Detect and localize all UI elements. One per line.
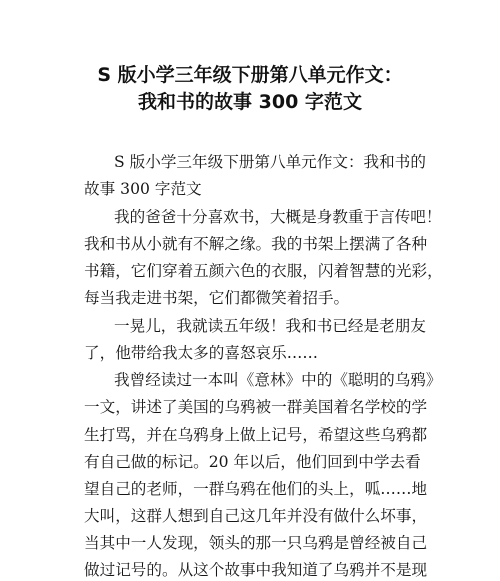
body-text-line: 做过记号的。从这个故事中我知道了乌鸦并不是现: [84, 561, 428, 579]
body-text-line: 一文，讲述了美国的乌鸦被一群美国着名学校的学: [84, 398, 428, 416]
body-text-line: 每当我走进书架，它们都微笑着招手。: [84, 289, 350, 307]
body-text-line: 当其中一人发现，领头的那一只乌鸦是曾经被自己: [84, 534, 428, 552]
body-text-line: 书籍，它们穿着五颜六色的衣服，闪着智慧的光彩，: [84, 262, 443, 280]
body-text-line: 大叫，这群人想到自己这几年并没有做什么坏事，: [84, 507, 428, 525]
body-text-line: 生打骂，并在乌鸦身上做上记号，希望这些乌鸦都: [84, 426, 428, 444]
body-text-line: 一晃儿，我就读五年级！我和书已经是老朋友: [114, 317, 426, 335]
body-text-line: 我的爸爸十分喜欢书，大概是身教重于言传吧！: [114, 208, 442, 226]
body-text-line: 了，他带给我太多的喜怒哀乐……: [84, 344, 318, 362]
body-text-line: 有自己做的标记。20 年以后，他们回到中学去看: [84, 453, 421, 471]
document-title-line-2: 我和书的故事 300 字范文: [138, 91, 362, 113]
document-title-line-1: S 版小学三年级下册第八单元作文：: [97, 64, 403, 86]
body-text-line: 我和书从小就有不解之缘。我的书架上摆满了各种: [84, 235, 428, 253]
body-text-line: 望自己的老师，一群乌鸦在他们的头上，呱……地: [84, 480, 428, 498]
body-text-line: S 版小学三年级下册第八单元作文：我和书的: [114, 153, 426, 171]
body-text-line: 我曾经读过一本叫《意林》中的《聪明的乌鸦》: [114, 371, 442, 389]
body-text-line: 故事 300 字范文: [84, 180, 202, 198]
